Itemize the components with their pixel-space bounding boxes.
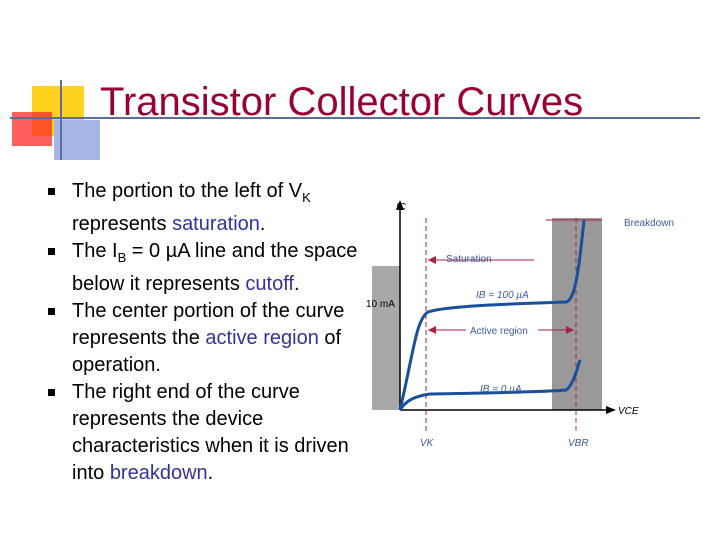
- active-region-label: Active region: [470, 326, 528, 337]
- vk-label: VK: [420, 438, 434, 449]
- bullet-item: [50, 298, 380, 379]
- bullet-text: .: [293, 273, 300, 295]
- bullet-text: .: [259, 213, 266, 235]
- saturation-shade: [372, 266, 400, 410]
- bullet-text: .: [207, 462, 214, 484]
- active-region-left-arrowhead-icon: [428, 326, 436, 334]
- bullet-square-icon: [48, 308, 55, 315]
- bullet-text: = 0 µA line and the space below it represents: [72, 240, 358, 295]
- slide-title: Transistor Collector Curves: [100, 80, 584, 124]
- bullet-list: [50, 178, 380, 487]
- bullet-square-icon: [48, 188, 55, 195]
- bullet-item: [50, 238, 380, 298]
- bullet-text: The right end of the curve represents the device characteristics when it is driven into: [72, 381, 349, 484]
- current-label: 10 mA: [366, 299, 395, 310]
- breakdown-label: Breakdown: [624, 218, 675, 229]
- bullet-square-icon: [48, 389, 55, 396]
- title-decoration-vertical-line: [60, 80, 62, 160]
- bullet-item: [50, 178, 380, 238]
- bullet-text: represents: [72, 213, 173, 235]
- highlighted-term: cutoff: [245, 273, 294, 295]
- y-axis-label: IC: [396, 202, 406, 213]
- breakdown-shade: [552, 218, 602, 410]
- bullet-text: The portion to the left of V: [72, 180, 303, 202]
- subscript-text: K: [302, 190, 311, 205]
- subscript-text: B: [117, 250, 127, 265]
- highlighted-term: active region: [205, 327, 319, 349]
- highlighted-term: breakdown: [109, 462, 208, 484]
- bullet-square-icon: [48, 248, 55, 255]
- vbr-label: VBR: [568, 438, 589, 449]
- collector-curves-svg: [366, 190, 680, 452]
- bullet-text: The center portion of the curve represents the: [72, 300, 345, 349]
- x-axis-arrow-icon: [606, 406, 616, 414]
- highlighted-term: saturation: [172, 213, 260, 235]
- bullet-text: The I: [72, 240, 118, 262]
- ib-0-label: IB = 0 µA: [480, 384, 522, 395]
- x-axis-label: VCE: [618, 406, 639, 417]
- bullet-text: of operation.: [72, 327, 342, 376]
- saturation-label: Saturation: [446, 254, 492, 265]
- ib-100-label: IB = 100 µA: [476, 290, 529, 301]
- saturation-arrowhead-icon: [428, 256, 436, 264]
- collector-curves-figure: [366, 190, 680, 452]
- bullet-item: [50, 379, 380, 487]
